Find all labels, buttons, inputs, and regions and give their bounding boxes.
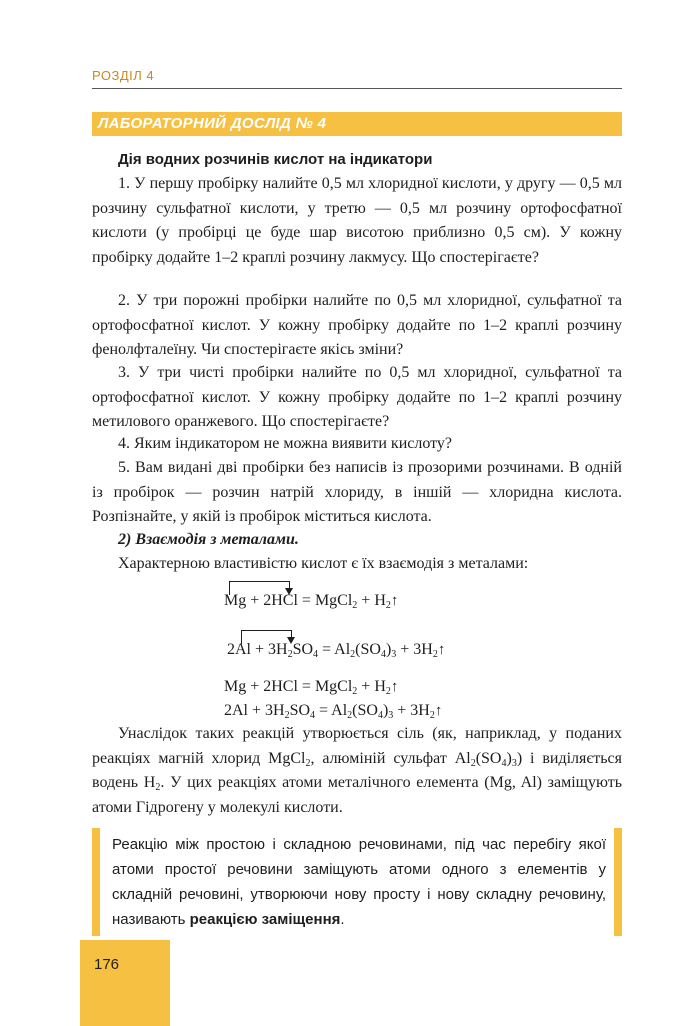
task-step-5: 5. Вам видані дві пробірки без написів із прозорими розчинами. В одній із пробірок — розчин натрій хлориду, в іншій — хлоридна кислота. Розпізнайте, у якій із пробірок міститься кислота. <box>92 459 622 525</box>
equation-al: $2Al + 3H_2SO_4 = Al_2(SO_4)_3$ + $3H_2↑$ <box>224 702 443 721</box>
definition-term: реакцією заміщення <box>189 911 341 928</box>
definition-text: Реакцію між простою і складною речовинами, під час перебігу якої атоми простої речовини заміщують атоми одного з елементів у складній речовині, утворюючи нову просту і нову складну речовину, називають реакцією заміщення. <box>112 836 606 928</box>
equation-al-arrow: $2Al + 3H_2SO_4 = Al_2(SO_4)_3$ + $3H_2↑$ <box>227 641 446 660</box>
equation-mg: Mg + 2HCl = MgCl$_2$ + $H_2↑$ <box>224 678 399 697</box>
task-step-1: 1. У першу пробірку налийте 0,5 мл хлоридної кислоти, у другу — 0,5 мл розчину сульфатної кислоти, у третю — 0,5 мл розчину ортофосфатної кислоти (у пробірці це буде шар висотою приблизно 0,5 см). У кожну пробірку додайте 1–2 краплі розчину лакмусу. Що спостерігаєте? <box>92 175 622 266</box>
task-step-2: 2. У три порожні пробірки налийте по 0,5 мл хлоридної, сульфатної та ортофосфатної кислот. У кожну пробірку додайте по 1–2 краплі розчину фенолфталеїну. Чи спостерігаєте якісь зміни? <box>92 292 622 358</box>
task-step-3: 3. У три чисті пробірки налийте по 0,5 мл хлоридної, сульфатної та ортофосфатної кислот. У кожну пробірку додайте по 1–2 краплі розчину метилового оранжевого. Що спостерігаєте? <box>92 364 622 430</box>
lab-banner-title: ЛАБОРАТОРНИЙ ДОСЛІД № 4 <box>98 115 327 132</box>
lab-banner <box>92 112 622 136</box>
section-label: РОЗДІЛ 4 <box>92 68 155 83</box>
definition-box <box>92 828 622 936</box>
conclusion-paragraph: Унаслідок таких реакцій утворюється сіль (як, наприклад, у поданих реакціях магній хлорид MgCl$_2$, алюміній сульфат $Al_2(SO_4)_3$) і виділяється водень $H_2$. У цих реакціях атоми металічного елемента (Mg, Al) заміщують атоми Гідрогену у молекулі кислоти. <box>92 725 623 816</box>
page-number-tab <box>80 940 170 1026</box>
page-number: 176 <box>94 956 120 973</box>
metals-intro: Характерною властивістю кислот є їх взаємодія з металами: <box>118 555 529 572</box>
definition-bar-left <box>92 828 100 936</box>
header-rule <box>92 88 622 89</box>
task-title: Дія водних розчинів кислот на індикатори <box>118 151 433 168</box>
task-step-4: 4. Яким індикатором не можна виявити кислоту? <box>118 435 453 452</box>
metals-subtitle: 2) Взаємодія з металами. <box>118 531 299 548</box>
definition-bar-right <box>614 828 622 936</box>
equation-mg-arrow: Mg + 2HCl = MgCl$_2$ + $H_2↑$ <box>224 592 399 611</box>
